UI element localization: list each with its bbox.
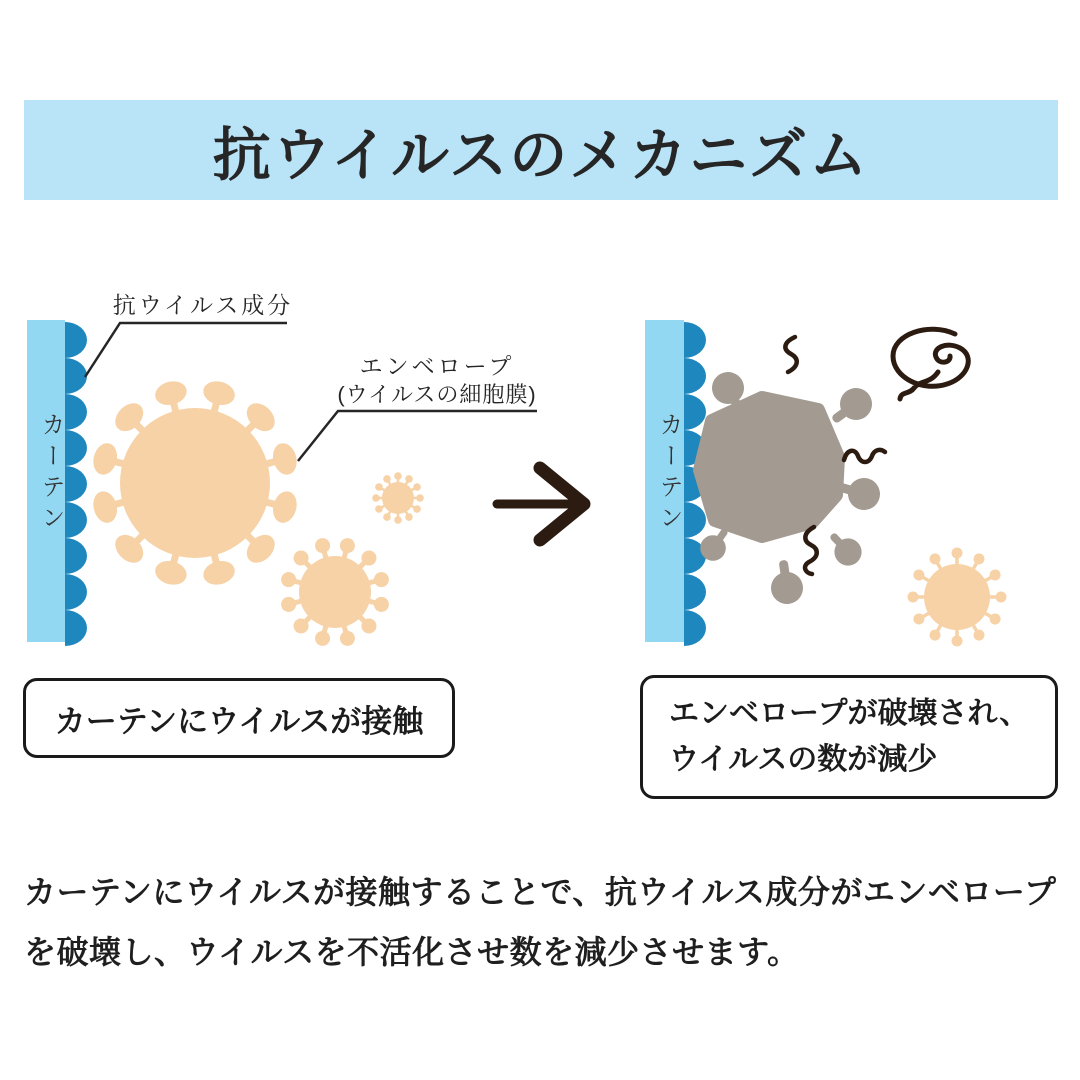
right-caption-box: [640, 675, 1058, 799]
left-caption-text: カーテンにウイルスが接触: [54, 703, 424, 739]
footer-line2: を破壊し、ウイルスを不活化させ数を減少させます。: [24, 934, 800, 970]
virus-medium-icon: [279, 536, 390, 647]
virus-large-icon: [90, 378, 300, 588]
footer-line1: カーテンにウイルスが接触することで、抗ウイルス成分がエンベロープ: [24, 874, 1057, 910]
right-caption-line1: エンベロープが破壊され、: [669, 697, 1030, 730]
envelope-label-line1: エンベロープ: [359, 353, 515, 379]
virus-small-remaining-icon: [908, 548, 1007, 647]
title-banner: [24, 100, 1058, 200]
scribble-icon: [893, 329, 968, 399]
mechanism-diagram: [0, 240, 1080, 670]
left-curtain-label: カーテン: [37, 412, 64, 536]
callout-antiviral-component: [85, 292, 293, 377]
page-title: 抗ウイルスのメカニズム: [212, 123, 870, 188]
left-caption-box: [23, 678, 455, 758]
left-curtain-antiviral-dots: [65, 322, 87, 646]
envelope-label-line2: (ウイルスの細胞膜): [337, 382, 537, 407]
footer-explanation: [24, 862, 1064, 982]
virus-destroyed-icon: [700, 398, 838, 536]
callout-envelope: [298, 353, 537, 461]
right-curtain-label: カーテン: [655, 412, 682, 536]
virus-tiny-icon: [372, 472, 424, 524]
arrow-right-icon: [497, 468, 584, 540]
antiviral-component-label: 抗ウイルス成分: [112, 292, 294, 318]
right-caption-line2: ウイルスの数が減少: [669, 743, 938, 776]
